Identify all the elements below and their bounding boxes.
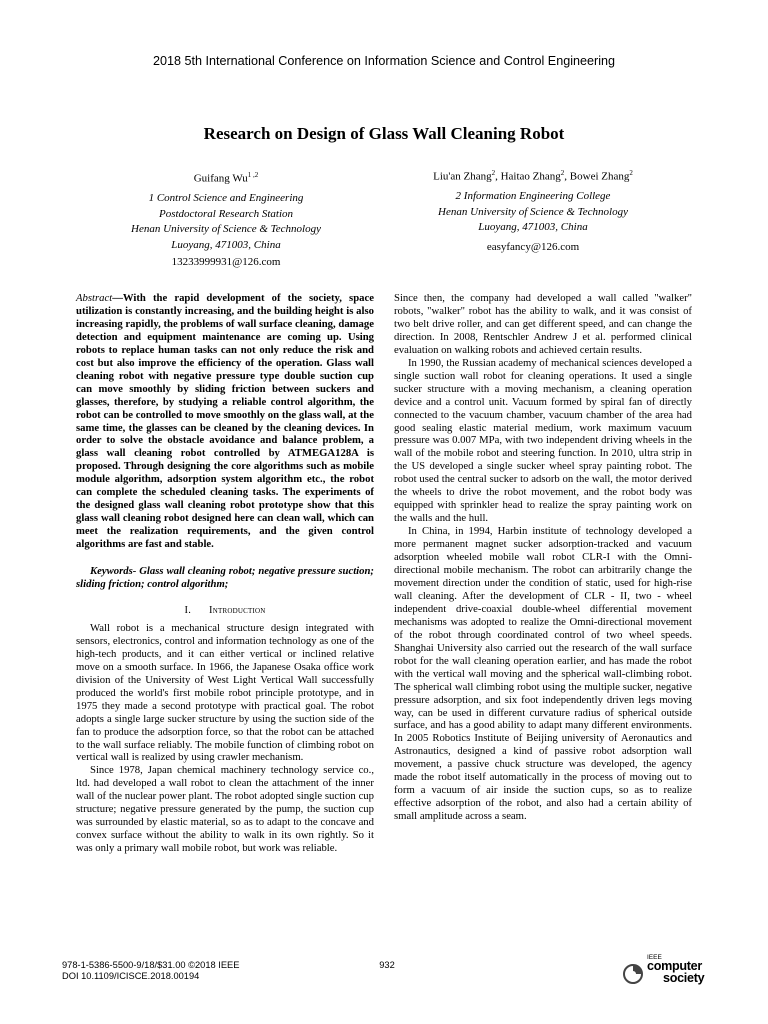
- author-email-left: 13233999931@126.com: [171, 256, 281, 269]
- affiliation-line: Postdoctoral Research Station: [158, 207, 294, 220]
- affiliation-line: Henan University of Science & Technology: [438, 205, 628, 218]
- author-email-right: easyfancy@126.com: [486, 240, 580, 253]
- keywords: Keywords- Glass wall cleaning robot; negative pressure suction; sliding friction; control algorithm;: [76, 565, 374, 591]
- author-block-right: [383, 166, 683, 255]
- body-paragraph: In 1990, the Russian academy of mechanical sciences developed a single suction wall robot for cleaning operations. It used a single sucker structure with a moving mechanism, a cleaning operation device and a control unit. Vacuum formed by spiral fan of directly connected to the vacuum chamber, vacuum chamber of the area had good sealing elastic material medium, work maximum vacuum pressure was 0.007 MPa, with two independent driving wheels in the wall of the mobile robot and steering function. In 2010, ultra strip in the US developed a single sucker wheel spray painting robot. The robot used the central sucker to adsorb on the wall, the motor derived the wheels to drive the robot movement, and the robot body was equipped with sprinkler head to realize the spray painting work on the walls and the hull.: [394, 356, 692, 525]
- abstract-text: With the rapid development of the society, space utilization is constantly increasing, and the building height is also increasing rapidly, the problems of wall surface cleaning, damage detection and equipment maintenance are coming up. Using robots to replace human tasks can not only reduce the risk and cost but also improve the efficiency of the operation. Glass wall cleaning robot with negative pressure type double suction cup can move smoothly by sliding friction between suckers and glasses, therefore, by studying a reliable control algorithm, the robot can be controlled to move smoothly on the glass wall, at the same time, the glasses can be cleaned by the cleaning devices. In order to solve the obstacle avoidance and balance problem, a glass wall cleaning robot controlled by ATMEGA128A is proposed. Through designing the core algorithms such as mobile module algorithm, adsorption system algorithm etc., the robot can complete the scheduled cleaning tasks. The experiments of the designed glass wall cleaning robot prototype show that this glass wall cleaning robot designed here can clean wall, which can meet the realization requirements, and the given control algorithms are fast and stable.: [76, 292, 374, 551]
- body-paragraph: In China, in 1994, Harbin institute of technology developed a more permanent magnet sucker adsorption-tracked and vacuum adsorption wheeled mobile wall robot CLR-I with the Omni-directional mobile mechanism. The robot can arbitrarily change the movement direction under the condition of static, used for high-rise wall cleaning. After the development of CLR - II, two - wheel independent drive-coaxial double-wheel differential movement mechanisms was adopted to realize the Omni-directional movement of the robot through coordinated control of two wheel speeds. Shanghai University also carried out the research of the wall surface robot for the wall cleaning operation earlier, and has made the robot with the vertical wall moving and the spherical wall-climbing robot. The spherical wall climbing robot using the multiple sucker, negative pressure adsorption, and six foot independently driven legs moving way, can be used in different curvature radius of spherical outside surface, and has a good ability to adapt many different environments. In 2005 Robotics Institute of Beijing university of Aeronautics and Astronautics, designed a kind of passive robot adsorption wall movement, a passive chuck structure was developed, the agency made the robot itself automatically in the process of moving out to form a vacuum of air inside the suction cups, so as to realize effective adsorption of the robot, and also had a certain ability of small amplitude across a seam.: [394, 525, 692, 823]
- abstract-lead: Abstract: [76, 292, 113, 304]
- affiliation-line: Luoyang, 471003, China: [478, 221, 588, 234]
- logo-ieee-text: IEEE: [647, 954, 662, 961]
- footer-isbn: 978-1-5386-5500-9/18/$31.00 ©2018 IEEE: [62, 960, 240, 970]
- author-name-left: Guifang Wu$^{1 ,2}$: [193, 171, 259, 185]
- conference-header: 2018 5th International Conference on Information Science and Control Engineering: [152, 54, 616, 68]
- left-column: [76, 292, 374, 855]
- ieee-computer-society-logo-icon: [622, 963, 644, 985]
- author-superscript: 1 ,2: [247, 171, 259, 179]
- ieee-computer-society-logo: [620, 954, 710, 990]
- logo-society-text: society: [663, 971, 705, 985]
- body-paragraph: Wall robot is a mechanical structure design integrated with sensors, electronics, control and information technology as one of the high-tech products, and it can either vertical or inclined relative move on a smooth surface. In 1966, the Japanese Osaka office work division of the University of West Light Vertical Wall successfully produced the world's first mobile robot principle prototype, and in 1975 they made a second prototype with practical goal. The robot adopts a single large sucker structure by using the suction side of the fan to produce the adsorption force, so that the robot can be attached to the wall surface reliably. The mobile function of climbing robot on vertical wall is realized by using crawler mechanism.: [76, 621, 374, 764]
- body-paragraph: Since 1978, Japan chemical machinery technology service co., ltd. had developed a wall robot to clean the attachment of the inner wall of the nuclear power plant. The robot adopted single suction cup structure; negative pressure generated by the pump, the suction cup was surrounded by elastic material, so as to adapt to the concave and convex surface without the ability to walk in its own rightly. So it was only a primary wall mobile robot, but work was reliable.: [76, 764, 374, 855]
- affiliation-line: Luoyang, 471003, China: [171, 238, 281, 251]
- right-column: [394, 292, 692, 823]
- paper-title: Research on Design of Glass Wall Cleaning Robot: [203, 124, 565, 143]
- page-number: 932: [379, 960, 395, 970]
- footer-doi: DOI 10.1109/ICISCE.2018.00194: [62, 971, 200, 981]
- author-block-left: [76, 168, 376, 271]
- affiliation-line: 2 Information Engineering College: [455, 190, 611, 203]
- author-names-right: Liu'an Zhang$^2$, Haitao Zhang$^2$, Bowei Zhang$^2$: [433, 169, 633, 183]
- footer-copyright: [62, 960, 239, 982]
- abstract: Abstract—With the rapid development of the society, space utilization is constantly increasing, and the building height is also increasing rapidly, the problems of wall surface cleaning, damage detection and equipment maintenance are coming up. Using robots to replace human tasks can not only reduce the risk and cost but also improve the efficiency of the operation. Glass wall cleaning robot with negative pressure type double suction cup can move smoothly by sliding friction between suckers and glasses, therefore, by studying a reliable control algorithm, the robot can be controlled to move smoothly on the glass wall, at the same time, the glasses can be cleaned by the cleaning devices. In order to solve the obstacle avoidance and balance problem, a glass wall cleaning robot controlled by ATMEGA128A is proposed. Through designing the core algorithms such as mobile module algorithm, adsorption system algorithm etc., the robot can complete the scheduled cleaning tasks. The experiments of the designed glass wall cleaning robot prototype show that this glass wall cleaning robot designed here can clean wall, which can meet the realization requirements, and the given control algorithms are fast and stable.: [76, 292, 374, 551]
- body-paragraph: Since then, the company had developed a wall called "walker" robots, "walker" robot has the ability to walk, and it was consist of two belt drive roller, and can get different speed, and can change the direction. In 2008, Rentschler Andrew J et al. performed clinical evaluation on walking robots and achieved certain results.: [394, 292, 692, 356]
- affiliation-line: 1 Control Science and Engineering: [148, 192, 304, 205]
- section-heading-introduction: I. Introduction: [184, 604, 266, 616]
- logo-computer-text: computer: [647, 959, 702, 973]
- affiliation-line: Henan University of Science & Technology: [131, 223, 321, 236]
